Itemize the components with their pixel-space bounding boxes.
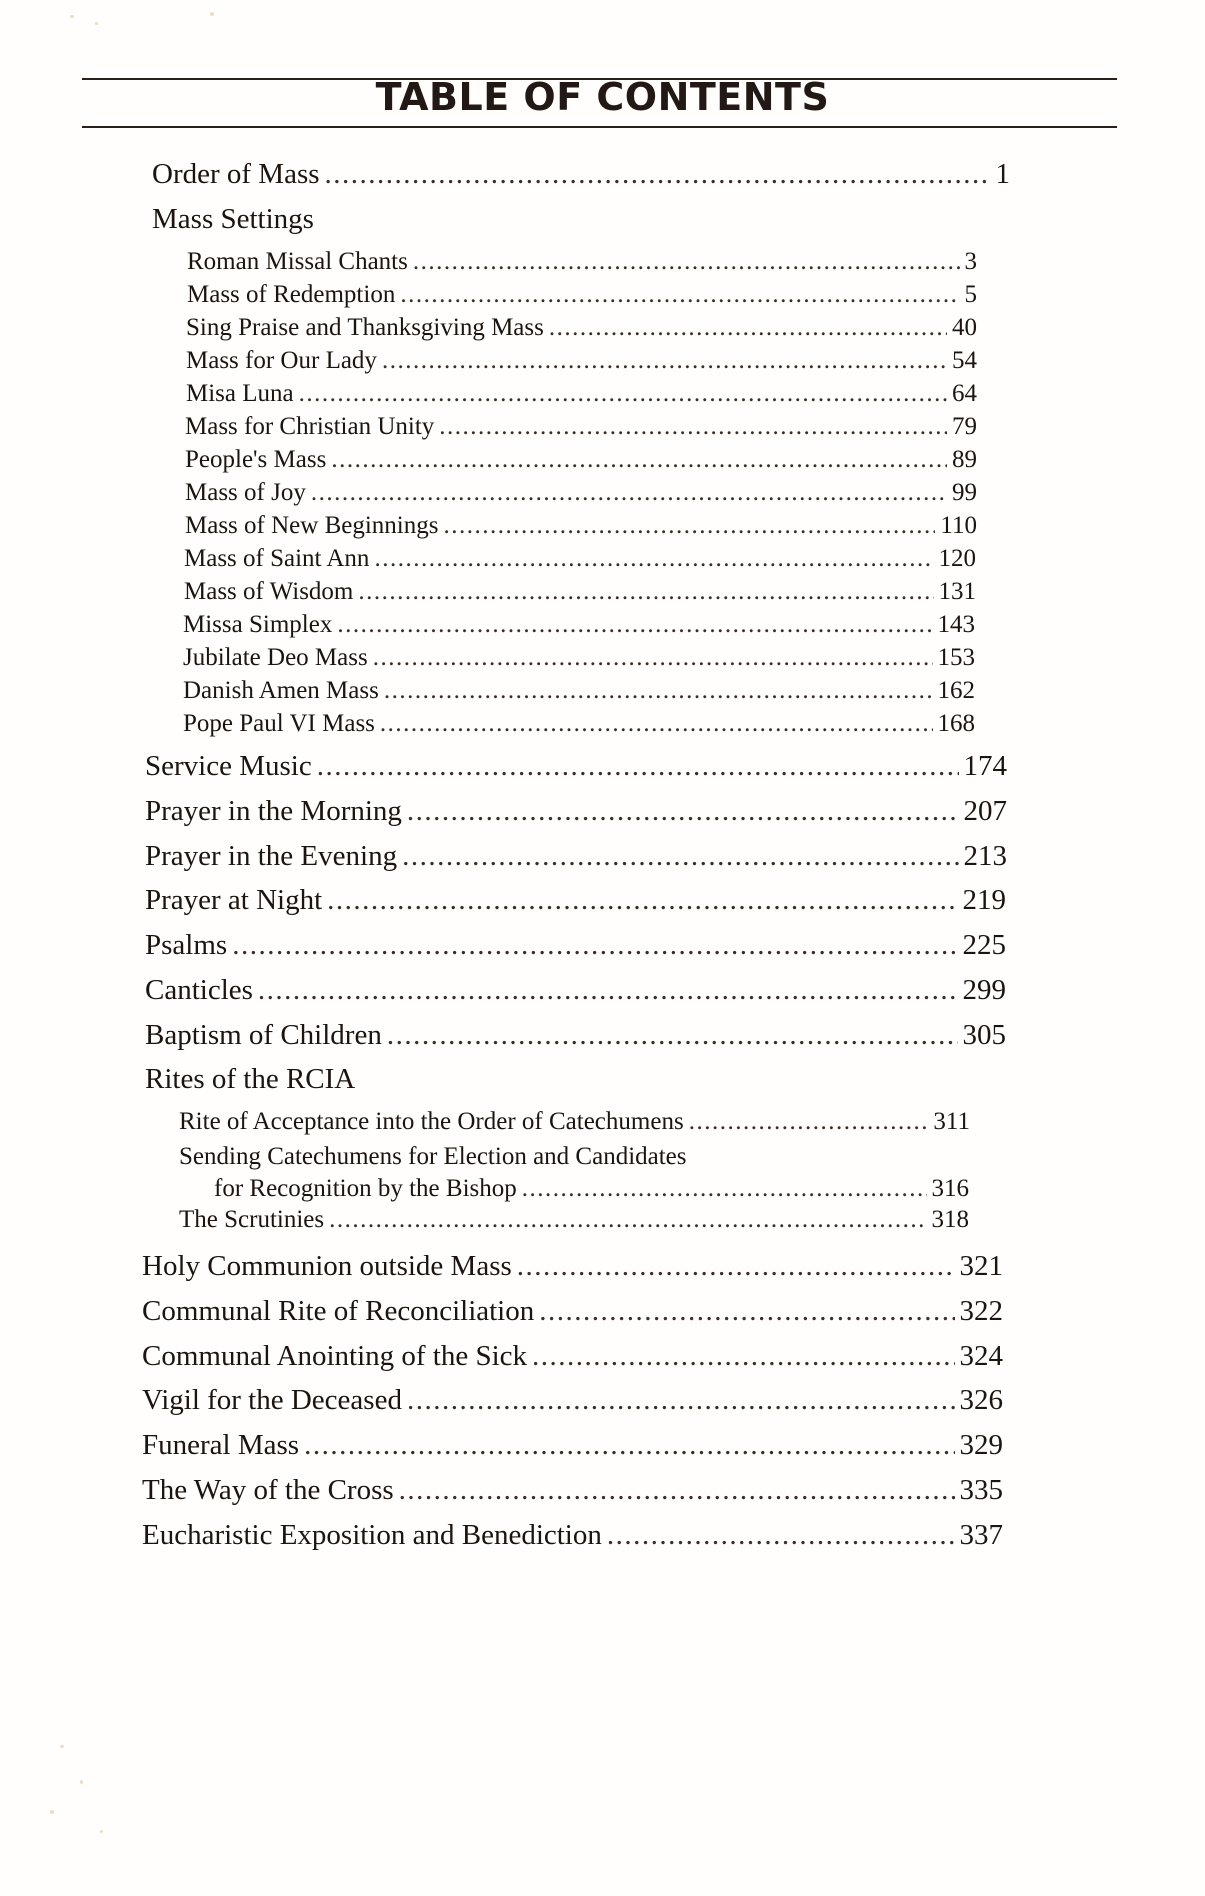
toc-entry-label: Communal Anointing of the Sick bbox=[142, 1340, 528, 1372]
paper-speck bbox=[210, 12, 214, 16]
toc-entry-page: 311 bbox=[933, 1108, 970, 1135]
toc-entry-page: 162 bbox=[937, 677, 975, 704]
leader-dots bbox=[304, 1429, 954, 1462]
paper-speck bbox=[60, 1745, 64, 1748]
toc-subentry[interactable] bbox=[214, 1175, 969, 1203]
toc-entry-page: 143 bbox=[937, 611, 975, 638]
leader-dots bbox=[407, 1384, 955, 1417]
toc-entry[interactable] bbox=[145, 884, 1006, 917]
paper-speck bbox=[100, 1830, 103, 1833]
toc-entry-label: Prayer in the Evening bbox=[145, 840, 398, 872]
page-title: TABLE OF CONTENTS bbox=[375, 75, 830, 119]
toc-entry-page: 322 bbox=[959, 1295, 1003, 1327]
toc-entry-label: Mass of New Beginnings bbox=[185, 512, 439, 539]
toc-entry-page: 318 bbox=[931, 1206, 969, 1233]
toc-entry-page: 131 bbox=[938, 578, 976, 605]
leader-dots bbox=[399, 1474, 955, 1507]
toc-entry[interactable] bbox=[145, 929, 1006, 962]
toc-entry-label: Pope Paul VI Mass bbox=[183, 710, 375, 737]
toc-entry[interactable] bbox=[142, 1474, 1003, 1507]
toc-entry-page: 299 bbox=[962, 974, 1006, 1006]
toc-entry[interactable] bbox=[142, 1295, 1003, 1328]
toc-entry-label: Baptism of Children bbox=[145, 1019, 382, 1051]
leader-dots bbox=[443, 512, 935, 540]
leader-dots bbox=[358, 578, 933, 606]
toc-entry-label: Holy Communion outside Mass bbox=[142, 1250, 512, 1282]
leader-dots bbox=[317, 750, 959, 783]
leader-dots bbox=[407, 795, 959, 828]
toc-entry-page: 110 bbox=[940, 512, 977, 539]
toc-entry-label: Canticles bbox=[145, 974, 253, 1006]
toc-entry-label: People's Mass bbox=[185, 446, 327, 473]
leader-dots bbox=[258, 974, 958, 1007]
toc-entry-page: 337 bbox=[959, 1519, 1003, 1551]
toc-entry-label: Misa Luna bbox=[186, 380, 294, 407]
toc-entry-page: 1 bbox=[995, 158, 1010, 190]
toc-entry-label: Mass of Redemption bbox=[187, 281, 396, 308]
leader-dots bbox=[607, 1519, 955, 1552]
toc-entry-label: Mass of Saint Ann bbox=[184, 545, 370, 572]
toc-entry-label: The Scrutinies bbox=[179, 1206, 325, 1233]
paper-speck bbox=[70, 15, 74, 18]
toc-entry-page: 168 bbox=[937, 710, 975, 737]
toc-entry-page: 225 bbox=[962, 929, 1006, 961]
toc-entry-label: Eucharistic Exposition and Benediction bbox=[142, 1519, 602, 1551]
toc-entry-page: 335 bbox=[959, 1474, 1003, 1506]
leader-dots bbox=[327, 884, 957, 917]
leader-dots bbox=[374, 545, 933, 573]
toc-subentry[interactable] bbox=[185, 446, 977, 474]
toc-entry-page: 324 bbox=[959, 1340, 1003, 1372]
toc-entry-label: Funeral Mass bbox=[142, 1429, 300, 1461]
leader-dots bbox=[299, 380, 947, 408]
toc-entry-page: 207 bbox=[963, 795, 1007, 827]
toc-entry-page: 219 bbox=[962, 884, 1006, 916]
toc-entry-label: Mass for Christian Unity bbox=[185, 413, 435, 440]
toc-subentry[interactable] bbox=[186, 380, 977, 408]
toc-entry-page: 326 bbox=[959, 1384, 1003, 1416]
toc-entry-page: 305 bbox=[962, 1019, 1006, 1051]
toc-entry-page: 64 bbox=[952, 380, 977, 407]
toc-entry-label: Communal Rite of Reconciliation bbox=[142, 1295, 535, 1327]
paper-speck bbox=[80, 1780, 83, 1784]
toc-subentry[interactable] bbox=[185, 512, 977, 540]
toc-subentry[interactable] bbox=[184, 578, 976, 606]
leader-dots bbox=[232, 929, 957, 962]
leader-dots bbox=[400, 281, 959, 309]
paper-speck bbox=[50, 1810, 54, 1814]
toc-entry-label: Mass of Wisdom bbox=[184, 578, 354, 605]
toc-entry-page: 213 bbox=[963, 840, 1007, 872]
toc-subentry[interactable] bbox=[183, 611, 975, 639]
leader-dots bbox=[689, 1108, 929, 1136]
toc-entry-page: 316 bbox=[931, 1175, 969, 1202]
paper-speck bbox=[95, 22, 98, 25]
toc-entry-label: Mass of Joy bbox=[185, 479, 306, 506]
leader-dots bbox=[402, 840, 958, 873]
toc-entry-label: Order of Mass bbox=[152, 158, 320, 190]
toc-entry-page: 329 bbox=[959, 1429, 1003, 1461]
toc-entry[interactable] bbox=[142, 1340, 1003, 1373]
toc-entry[interactable] bbox=[142, 1250, 1003, 1283]
toc-subentry[interactable] bbox=[185, 413, 977, 441]
toc-entry-label: Danish Amen Mass bbox=[183, 677, 379, 704]
toc-entry-page: 5 bbox=[964, 281, 977, 308]
toc-entry-label: Prayer at Night bbox=[145, 884, 323, 916]
toc-entry-page: 79 bbox=[952, 413, 977, 440]
toc-subentry[interactable] bbox=[186, 314, 977, 342]
toc-entry-label: Vigil for the Deceased bbox=[142, 1384, 402, 1416]
toc-entry[interactable] bbox=[142, 1429, 1003, 1462]
leader-dots bbox=[522, 1175, 927, 1203]
toc-entry-label: Psalms bbox=[145, 929, 228, 961]
toc-entry-page: 99 bbox=[952, 479, 977, 506]
toc-subentry[interactable] bbox=[185, 479, 977, 507]
leader-dots bbox=[539, 1295, 954, 1328]
toc-section-heading: Mass Settings bbox=[152, 203, 314, 235]
leader-dots bbox=[331, 446, 947, 474]
toc-section-heading: Rites of the RCIA bbox=[145, 1063, 356, 1095]
toc-entry-page: 120 bbox=[938, 545, 976, 572]
toc-entry[interactable] bbox=[145, 1019, 1006, 1052]
toc-subentry[interactable] bbox=[183, 644, 975, 672]
leader-dots bbox=[311, 479, 947, 507]
toc-entry[interactable] bbox=[145, 750, 1007, 783]
toc-entry-label: Roman Missal Chants bbox=[187, 248, 408, 275]
toc-entry[interactable] bbox=[145, 840, 1007, 873]
toc-entry[interactable] bbox=[142, 1519, 1003, 1552]
toc-subentry[interactable] bbox=[186, 347, 977, 375]
toc-entry[interactable] bbox=[145, 974, 1006, 1007]
leader-dots bbox=[517, 1250, 955, 1283]
toc-subentry[interactable] bbox=[187, 281, 977, 309]
leader-dots bbox=[413, 248, 960, 276]
title-rule-bottom bbox=[82, 126, 1117, 128]
toc-entry-page: 89 bbox=[952, 446, 977, 473]
toc-entry-page: 54 bbox=[952, 347, 977, 374]
toc-entry-label: Prayer in the Morning bbox=[145, 795, 402, 827]
toc-subentry[interactable] bbox=[183, 677, 975, 705]
leader-dots bbox=[382, 347, 947, 375]
toc-entry-label: Sing Praise and Thanksgiving Mass bbox=[186, 314, 544, 341]
toc-entry-label: for Recognition by the Bishop bbox=[214, 1175, 517, 1202]
leader-dots bbox=[549, 314, 947, 342]
toc-entry-label: Service Music bbox=[145, 750, 312, 782]
toc-subentry[interactable] bbox=[184, 545, 976, 573]
toc-entry[interactable] bbox=[145, 795, 1007, 828]
toc-entry[interactable] bbox=[152, 158, 1010, 191]
toc-entry-label: Rite of Acceptance into the Order of Catechumens bbox=[179, 1108, 684, 1135]
leader-dots bbox=[387, 1019, 958, 1052]
toc-subentry[interactable] bbox=[187, 248, 977, 276]
leader-dots bbox=[532, 1340, 954, 1373]
leader-dots bbox=[337, 611, 932, 639]
toc-entry[interactable] bbox=[142, 1384, 1003, 1417]
toc-entry-label: The Way of the Cross bbox=[142, 1474, 394, 1506]
leader-dots bbox=[380, 710, 933, 738]
toc-entry-page: 40 bbox=[952, 314, 977, 341]
toc-entry-page: 3 bbox=[964, 248, 977, 275]
leader-dots bbox=[329, 1206, 926, 1234]
leader-dots bbox=[373, 644, 933, 672]
toc-subentry-label: Sending Catechumens for Election and Candidates bbox=[179, 1143, 687, 1170]
toc-entry-label: Mass for Our Lady bbox=[186, 347, 377, 374]
leader-dots bbox=[384, 677, 933, 705]
toc-entry-label: Missa Simplex bbox=[183, 611, 333, 638]
leader-dots bbox=[439, 413, 947, 441]
toc-subentry[interactable] bbox=[183, 710, 975, 738]
toc-subentry[interactable] bbox=[179, 1206, 969, 1234]
leader-dots bbox=[325, 158, 991, 191]
toc-entry-label: Jubilate Deo Mass bbox=[183, 644, 368, 671]
toc-subentry[interactable] bbox=[179, 1108, 970, 1136]
toc-entry-page: 174 bbox=[963, 750, 1007, 782]
toc-entry-page: 153 bbox=[937, 644, 975, 671]
toc-entry-page: 321 bbox=[959, 1250, 1003, 1282]
